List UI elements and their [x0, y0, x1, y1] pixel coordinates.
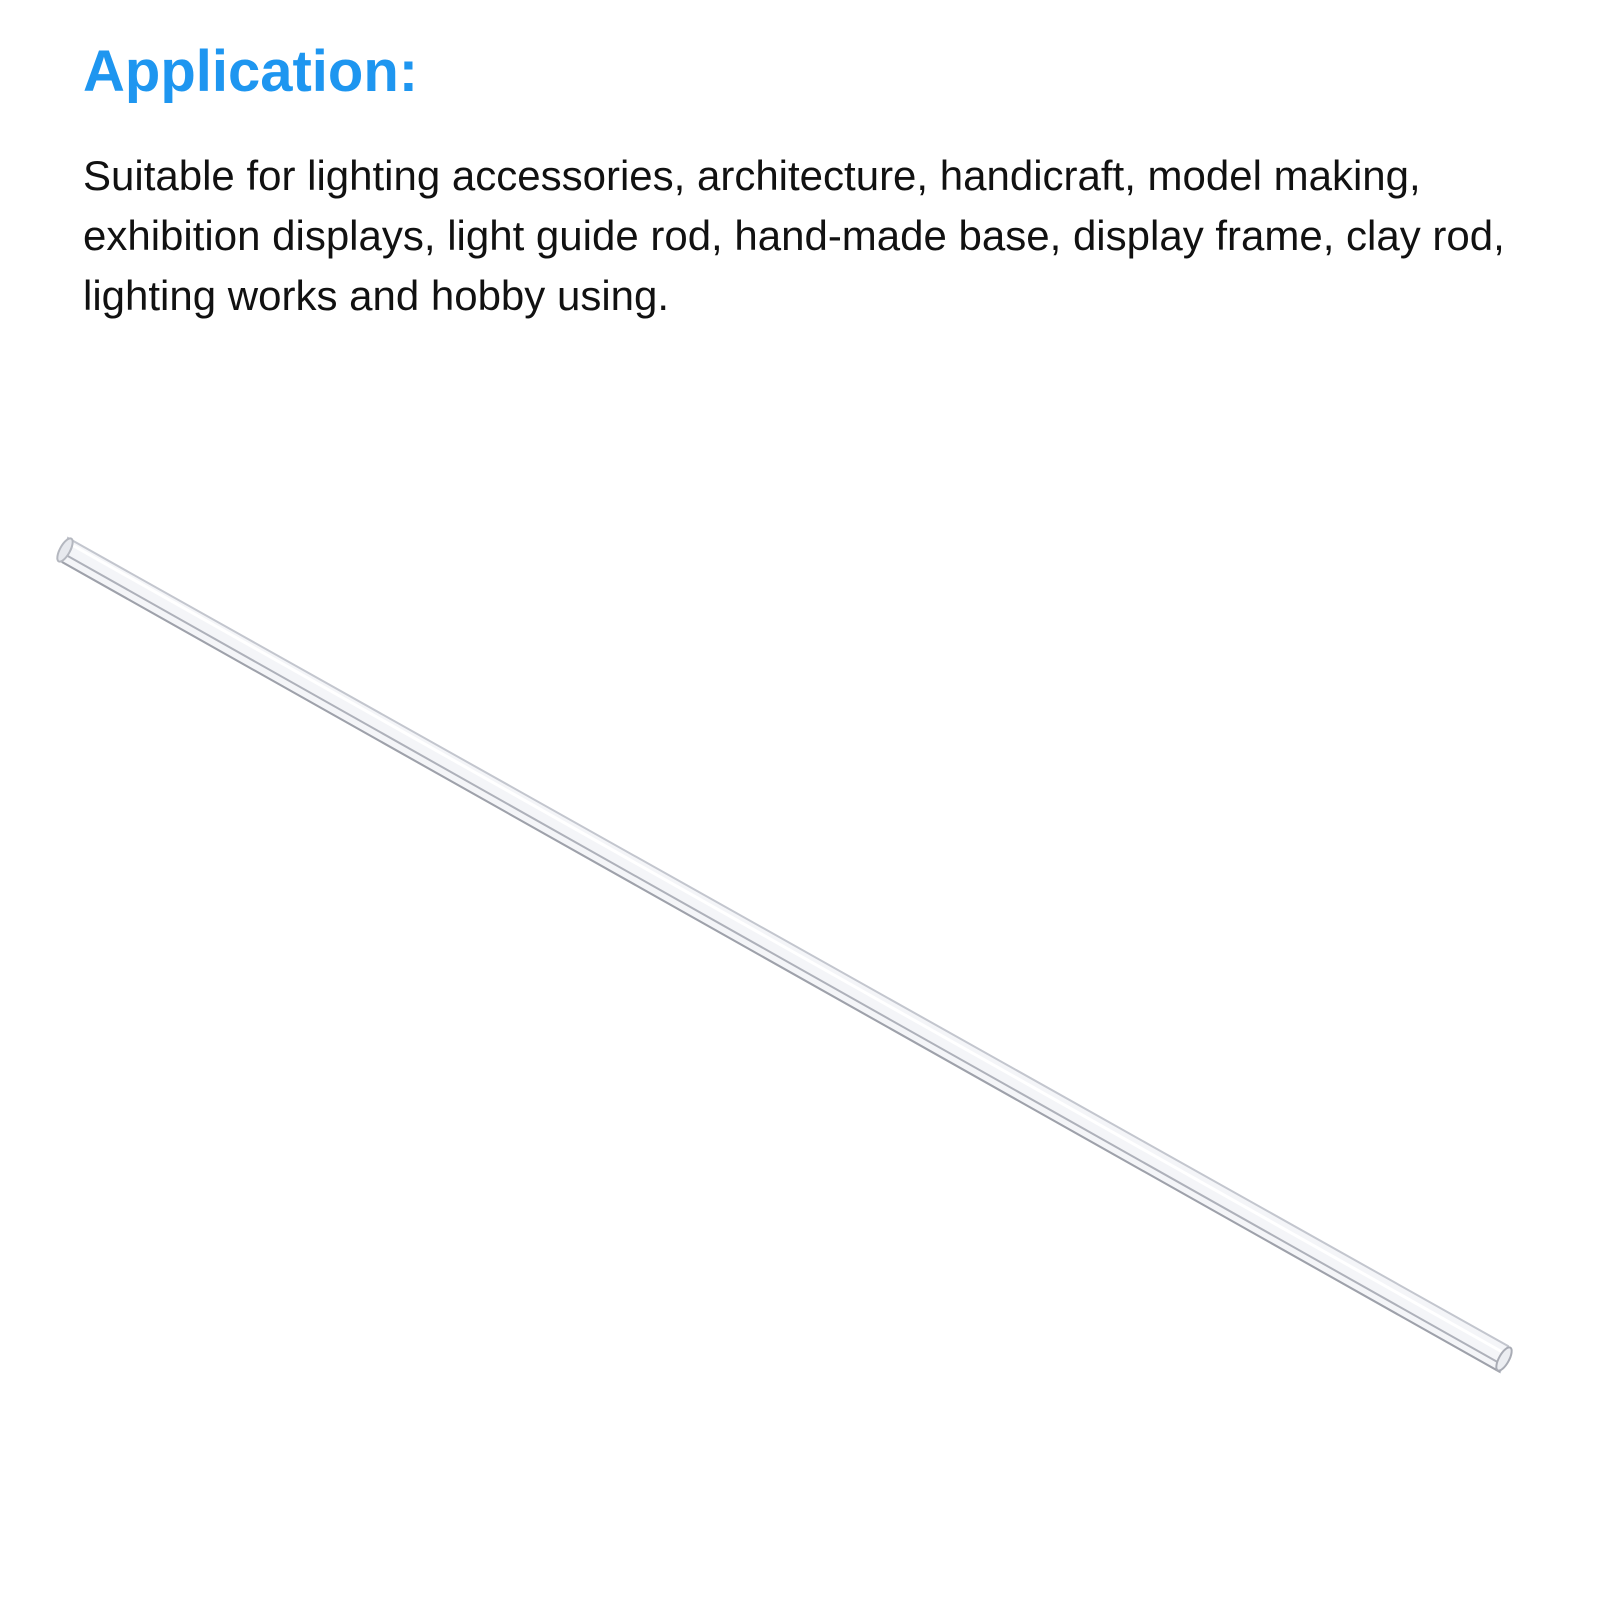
rod-body	[62, 538, 1508, 1372]
rod-lower-edge	[62, 562, 1500, 1372]
application-heading: Application:	[83, 39, 419, 104]
rod-highlight	[72, 545, 1504, 1353]
application-description: Suitable for lighting accessories, architecture, handicraft, model making, exhibition displays, light guide rod, hand-made base, display frame, clay rod, lighting works and hobby using.	[83, 152, 1505, 319]
rod-left-end	[54, 536, 75, 564]
rod-right-end	[1493, 1345, 1514, 1373]
rod-shadow-line	[66, 555, 1501, 1364]
